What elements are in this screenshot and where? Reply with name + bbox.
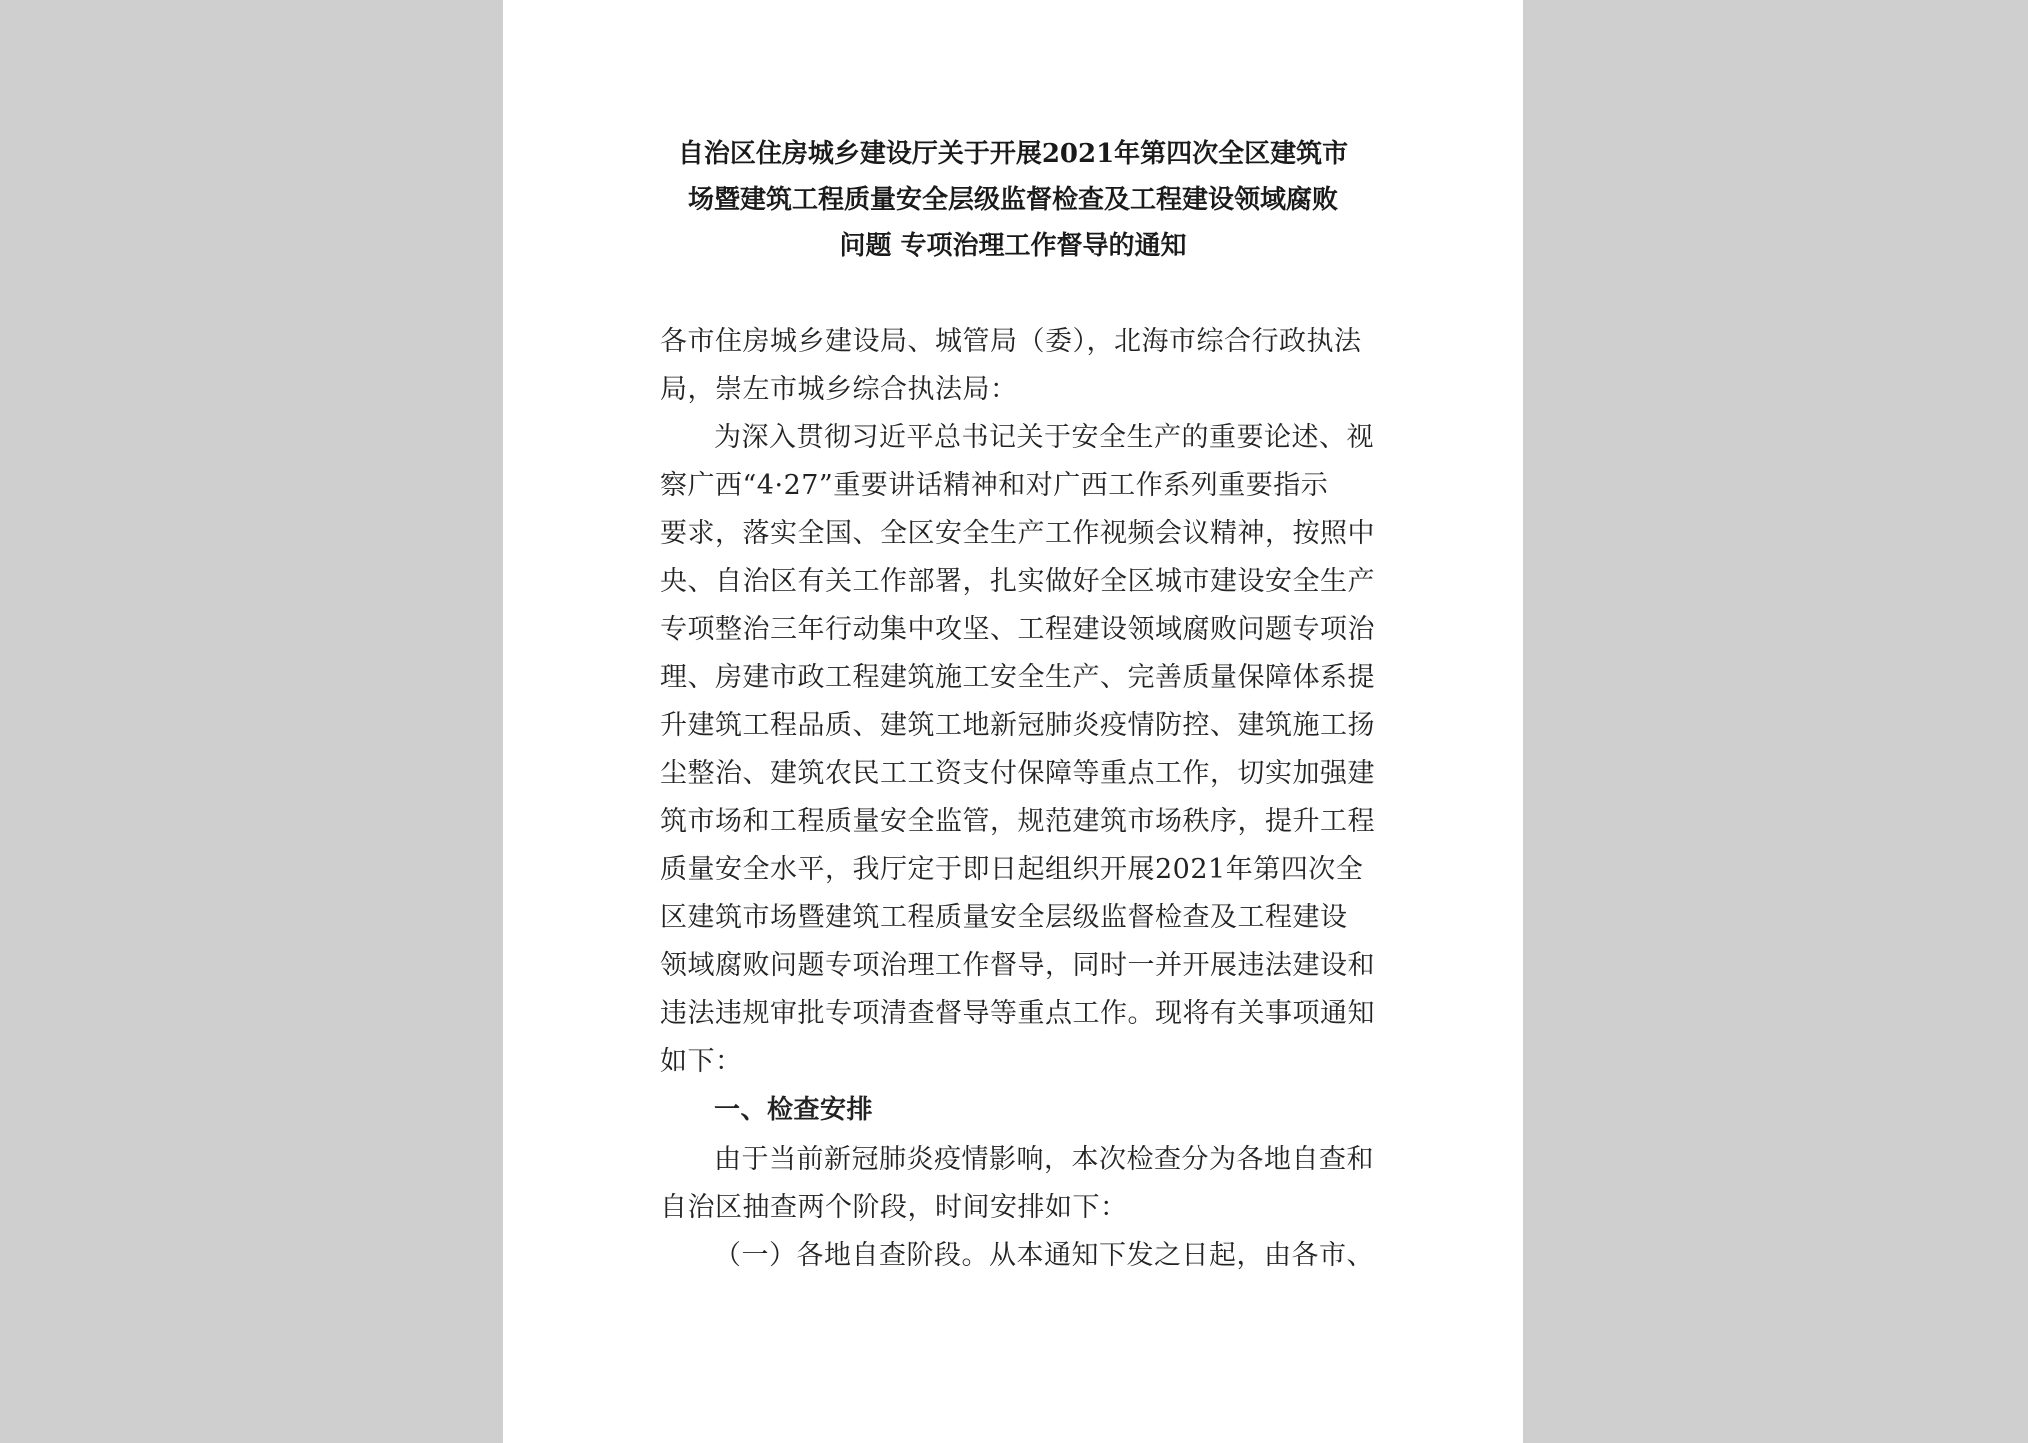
- paragraph-line: 质量安全水平，我厅定于即日起组织开展2021年第四次全: [660, 854, 1364, 885]
- document-page: [503, 0, 1523, 1443]
- paragraph-line: 领域腐败问题专项治理工作督导，同时一并开展违法建设和: [660, 950, 1375, 981]
- paragraph-line: 违法违规审批专项清查督导等重点工作。现将有关事项通知: [660, 998, 1375, 1029]
- paragraph-line: （一）各地自查阶段。从本通知下发之日起，由各市、: [714, 1240, 1374, 1271]
- paragraph-line: 升建筑工程品质、建筑工地新冠肺炎疫情防控、建筑施工扬: [660, 710, 1375, 741]
- paragraph-line: 要求，落实全国、全区安全生产工作视频会议精神，按照中: [660, 518, 1375, 549]
- paragraph-line: 尘整治、建筑农民工工资支付保障等重点工作，切实加强建: [660, 758, 1375, 789]
- document-title-line-1: 自治区住房城乡建设厅关于开展2021年第四次全区建筑市: [677, 139, 1349, 169]
- paragraph-line: 由于当前新冠肺炎疫情影响，本次检查分为各地自查和: [714, 1144, 1374, 1175]
- addressee-line: 各市住房城乡建设局、城管局（委），北海市综合行政执法: [660, 326, 1362, 357]
- paragraph-line: 区建筑市场暨建筑工程质量安全层级监督检查及工程建设: [660, 902, 1348, 933]
- section-heading: 一、检查安排: [714, 1095, 874, 1125]
- paragraph-line: 为深入贯彻习近平总书记关于安全生产的重要论述、视: [714, 422, 1374, 453]
- paragraph-line: 央、自治区有关工作部署，扎实做好全区城市建设安全生产: [660, 566, 1375, 597]
- paragraph-line: 筑市场和工程质量安全监管，规范建筑市场秩序，提升工程: [660, 806, 1375, 837]
- paragraph-line: 理、房建市政工程建筑施工安全生产、完善质量保障体系提: [660, 662, 1375, 693]
- paragraph-line: 如下：: [660, 1046, 743, 1077]
- paragraph-line: 察广西“4·27”重要讲话精神和对广西工作系列重要指示: [660, 470, 1329, 501]
- paragraph-line: 专项整治三年行动集中攻坚、工程建设领域腐败问题专项治: [660, 614, 1375, 645]
- addressee-line: 局，崇左市城乡综合执法局：: [660, 374, 1018, 405]
- document-title-line-3: 问题 专项治理工作督导的通知: [839, 231, 1187, 261]
- document-title-line-2: 场暨建筑工程质量安全层级监督检查及工程建设领域腐败: [687, 185, 1338, 215]
- paragraph-line: 自治区抽查两个阶段，时间安排如下：: [660, 1192, 1128, 1223]
